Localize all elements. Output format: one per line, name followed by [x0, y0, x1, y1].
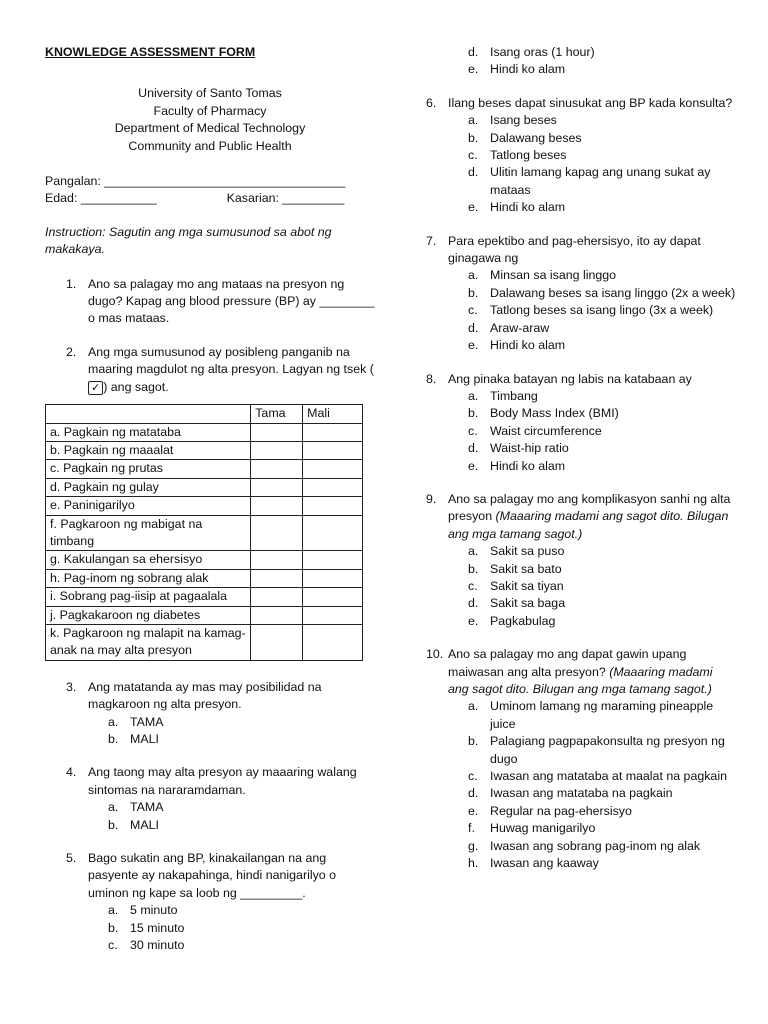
question-text: Ang pinaka batayan ng labis na katabaan ay	[448, 371, 692, 386]
option[interactable]: e. Hindi ko alam	[468, 62, 566, 77]
option[interactable]: b. 15 minuto	[108, 920, 185, 935]
risk-factor-label: f. Pagkaroon ng mabigat na timbang	[46, 515, 251, 551]
table-header-mali: Mali	[303, 405, 363, 423]
question-number: 5.	[66, 851, 77, 866]
question-number: 1.	[66, 276, 77, 291]
risk-factor-label: g. Kakulangan sa ehersisyo	[46, 551, 251, 569]
age-field[interactable]: Edad: ___________	[45, 191, 157, 206]
tama-cell[interactable]	[251, 478, 303, 496]
question-number: 2.	[66, 344, 77, 359]
options-list	[88, 714, 375, 749]
table-row	[46, 441, 363, 459]
risk-factor-label: h. Pag-inom ng sobrang alak	[46, 569, 251, 587]
table-row	[46, 515, 363, 551]
options-list	[448, 698, 736, 872]
mali-cell[interactable]	[303, 515, 363, 551]
left-column	[45, 44, 375, 954]
table-row	[46, 606, 363, 624]
option[interactable]: a. 5 minuto	[108, 903, 178, 918]
question-6	[426, 95, 736, 217]
options-list	[448, 543, 736, 630]
tama-cell[interactable]	[251, 606, 303, 624]
table-header-cell	[46, 405, 251, 423]
option[interactable]: a. TAMA	[108, 800, 164, 815]
question-3	[66, 679, 375, 749]
options-list	[448, 44, 736, 79]
question-text: Ano sa palagay mo ang dapat gawin upang maiwasan ang alta presyon? (Maaaring madami ang sagot dito. Bilugan ang mga tamang sagot.)	[448, 647, 713, 696]
question-text: Para epektibo and pag-ehersisyo, ito ay dapat ginagawa ng	[448, 233, 701, 266]
question-number: 7.	[426, 233, 437, 248]
institution-block	[45, 85, 375, 155]
option[interactable]: d. Waist-hip ratio	[468, 441, 569, 456]
question-text: Ano sa palagay mo ang komplikasyon sanhi ng alta presyon (Maaaring madami ang sagot dito. Bilugan ang mga tamang sagot.)	[448, 491, 731, 541]
question-5	[66, 850, 375, 954]
option[interactable]: d. Isang oras (1 hour)	[468, 45, 595, 59]
mali-cell[interactable]	[303, 624, 363, 660]
option[interactable]: b. MALI	[108, 817, 159, 832]
institution-line: Community and Public Health	[128, 138, 292, 153]
option[interactable]: c. Waist circumference	[468, 423, 602, 438]
tama-cell[interactable]	[251, 551, 303, 569]
table-row	[46, 423, 363, 441]
option[interactable]: a. Timbang	[468, 388, 538, 403]
option[interactable]: f. Huwag manigarilyo	[468, 821, 596, 836]
question-5-continued	[448, 44, 736, 79]
option[interactable]: a. Uminom lamang ng maraming pineapple juice	[468, 699, 714, 731]
option[interactable]: e. Pagkabulag	[468, 613, 556, 628]
option[interactable]: e. Hindi ko alam	[468, 338, 566, 353]
question-9	[426, 491, 736, 630]
risk-factor-label: b. Pagkain ng maaalat	[46, 441, 251, 459]
tama-cell[interactable]	[251, 515, 303, 551]
question-text: Bago sukatin ang BP, kinakailangan na ang pasyente ay nakapahinga, hindi nanigarilyo o uminon ng kape sa loob ng _________.	[88, 851, 336, 900]
option[interactable]: a. Sakit sa puso	[468, 544, 565, 559]
option[interactable]: b. Dalawang beses sa isang linggo (2x a week)	[468, 285, 736, 300]
option[interactable]: c. Tatlong beses sa isang lingo (3x a week)	[468, 303, 714, 318]
option[interactable]: b. Body Mass Index (BMI)	[468, 406, 619, 421]
option[interactable]: e. Hindi ko alam	[468, 458, 566, 473]
option[interactable]: c. Iwasan ang matataba at maalat na pagkain	[468, 769, 727, 784]
question-10	[426, 646, 736, 872]
risk-factor-label: c. Pagkain ng prutas	[46, 460, 251, 478]
question-7	[426, 233, 736, 355]
option[interactable]: a. Minsan sa isang linggo	[468, 268, 617, 283]
risk-factor-label: a. Pagkain ng matataba	[46, 423, 251, 441]
options-list	[88, 902, 375, 954]
table-row	[46, 624, 363, 660]
institution-line: Department of Medical Technology	[114, 121, 306, 136]
mali-cell[interactable]	[303, 423, 363, 441]
option[interactable]: c. Sakit sa tiyan	[468, 578, 564, 593]
table-row	[46, 569, 363, 587]
mali-cell[interactable]	[303, 569, 363, 587]
options-list	[88, 799, 375, 834]
question-8	[426, 371, 736, 475]
risk-factor-table	[45, 404, 363, 661]
risk-factor-label: d. Pagkain ng gulay	[46, 478, 251, 496]
question-text: Ang matatanda ay mas may posibilidad na magkaroon ng alta presyon.	[88, 679, 322, 712]
mali-cell[interactable]	[303, 460, 363, 478]
question-text: Ano sa palagay mo ang mataas na presyon ng dugo? Kapag ang blood pressure (BP) ay ________ o mas mataas.	[88, 276, 375, 326]
option[interactable]: d. Ulitin lamang kapag ang unang sukat ay mataas	[468, 165, 711, 197]
option[interactable]: h. Iwasan ang kaaway	[468, 856, 599, 871]
question-number: 3.	[66, 679, 77, 694]
mali-cell[interactable]	[303, 441, 363, 459]
option[interactable]: g. Iwasan ang sobrang pag-inom ng alak	[468, 838, 701, 853]
mali-cell[interactable]	[303, 588, 363, 606]
options-list	[448, 267, 736, 354]
form-title: KNOWLEDGE ASSESSMENT FORM	[45, 45, 256, 59]
option[interactable]: e. Hindi ko alam	[468, 200, 566, 215]
tama-cell[interactable]	[251, 441, 303, 459]
question-text: Ang taong may alta presyon ay maaaring walang sintomas na nararamdaman.	[88, 765, 357, 797]
question-number: 9.	[426, 491, 437, 506]
tama-cell[interactable]	[251, 423, 303, 441]
option[interactable]: b. Dalawang beses	[468, 130, 582, 145]
sex-field[interactable]: Kasarian: _________	[226, 191, 345, 206]
institution-line: University of Santo Tomas	[138, 86, 282, 101]
risk-factor-label: j. Pagkakaroon ng diabetes	[46, 606, 251, 624]
question-number: 10.	[426, 647, 444, 662]
mali-cell[interactable]	[303, 606, 363, 624]
right-column	[426, 44, 736, 888]
risk-factor-label: e. Paninigarilyo	[46, 497, 251, 515]
tama-cell[interactable]	[251, 624, 303, 660]
question-number: 6.	[426, 95, 437, 110]
option[interactable]: c. 30 minuto	[108, 938, 185, 953]
question-note: (Maaaring madami ang sagot dito. Bilugan ang mga tamang sagot.)	[448, 509, 729, 541]
risk-factor-label: i. Sobrang pag-iisip at pagaalala	[46, 588, 251, 606]
option[interactable]: a. TAMA	[108, 714, 164, 729]
name-field[interactable]: Pangalan: ___________________________________	[45, 174, 346, 189]
question-number: 8.	[426, 371, 437, 386]
option[interactable]: b. Sakit sa bato	[468, 561, 562, 576]
institution-line: Faculty of Pharmacy	[153, 103, 267, 118]
tama-cell[interactable]	[251, 497, 303, 515]
table-row	[46, 460, 363, 478]
table-row	[46, 551, 363, 569]
tama-cell[interactable]	[251, 460, 303, 478]
option[interactable]: a. Isang beses	[468, 113, 557, 128]
age-sex-row	[45, 190, 375, 207]
options-list	[448, 112, 736, 216]
question-text: Ilang beses dapat sinusukat ang BP kada konsulta?	[448, 95, 733, 110]
question-number: 4.	[66, 765, 77, 780]
option[interactable]: e. Regular na pag-ehersisyo	[468, 803, 632, 818]
option[interactable]: b. Palagiang pagpapakonsulta ng presyon ng dugo	[468, 734, 725, 766]
risk-factor-label: k. Pagkaroon ng malapit na kamag-anak na may alta presyon	[46, 624, 251, 660]
options-list	[448, 388, 736, 475]
question-note: (Maaaring madami ang sagot dito. Bilugan ang mga tamang sagot.)	[448, 664, 713, 696]
question-2	[66, 344, 375, 396]
mali-cell[interactable]	[303, 478, 363, 496]
tama-cell[interactable]	[251, 569, 303, 587]
question-4	[66, 764, 375, 834]
question-1	[66, 276, 375, 328]
mali-cell[interactable]	[303, 497, 363, 515]
checkmark-icon: ✓	[88, 381, 103, 395]
table-row	[46, 588, 363, 606]
question-text: Ang mga sumusunod ay posibleng panganib na maaring magdulot ng alta presyon. Lagyan ng tsek (✓ ) ang sagot.	[88, 344, 374, 394]
option[interactable]: d. Iwasan ang matataba na pagkain	[468, 786, 673, 801]
option[interactable]: c. Tatlong beses	[468, 148, 567, 163]
option[interactable]: d. Sakit sa baga	[468, 596, 566, 611]
option[interactable]: d. Araw-araw	[468, 320, 550, 335]
table-row	[46, 497, 363, 515]
table-header-row	[46, 405, 363, 423]
option[interactable]: b. MALI	[108, 732, 159, 746]
table-header-tama: Tama	[251, 405, 303, 423]
table-row	[46, 478, 363, 496]
tama-cell[interactable]	[251, 588, 303, 606]
instruction-text: Instruction: Sagutin ang mga sumusunod sa abot ng makakaya.	[45, 224, 332, 257]
mali-cell[interactable]	[303, 551, 363, 569]
